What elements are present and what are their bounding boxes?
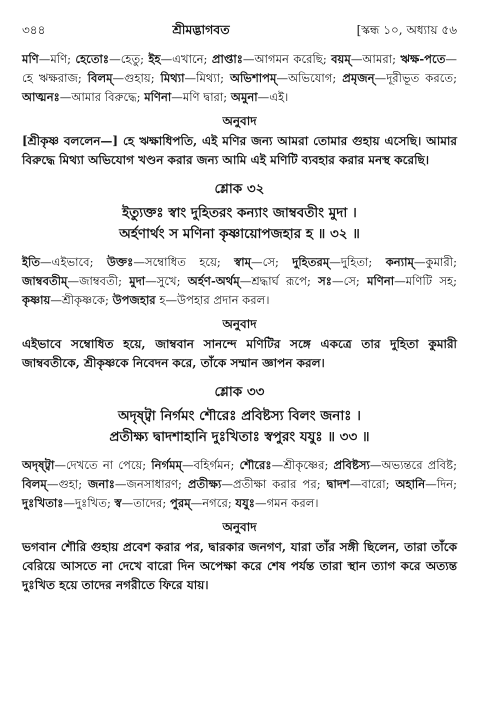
synonym-word: প্রতীক্ষ্য	[187, 477, 222, 491]
synonym-meaning: —দূরীভূত করতে;	[374, 71, 458, 85]
synonym-word: যযুঃ	[235, 496, 255, 510]
translation-32: এইভাবে সম্বোধিত হয়ে, জাম্ববান সানন্দে মণিটির সঙ্গে একত্রে তার দুহিতা কুমারী জাম্ববতীকে, শ্রীকৃষ্ণকে নিবেদন করে, তাঁকে সম্মান জ্ঞাপন করল।	[22, 337, 457, 370]
synonym-word: অভিশাপম্	[229, 71, 277, 85]
synonym-word: সঃ	[318, 274, 332, 288]
synonym-word: জাম্ববতীম্	[22, 274, 68, 288]
synonym-word: মিথ্যা	[160, 71, 185, 85]
translation-top-text: হে ঋক্ষাধিপতি, এই মণির জন্য আমরা তোমার গুহায় এসেছি। আমার বিরুদ্ধে মিথ্যা অভিযোগ খণ্ডন করার জন্য আমি এই মণিটি ব্যবহার করার মনস্থ করেছি।	[22, 134, 457, 167]
synonym-meaning: —মিথ্যা;	[184, 71, 230, 85]
translation-heading-top: অনুবাদ	[222, 114, 257, 128]
synonym-word: কৃষ্ণায়	[22, 293, 51, 307]
synonym-meaning: —সম্বোধিত হয়ে;	[133, 255, 235, 269]
synonym-word: স্ব	[114, 496, 122, 510]
synonym-word: বয়ম্	[331, 52, 351, 66]
synonym-word: দ্বাদশ	[326, 477, 350, 491]
synonym-meaning: —মণিটি সহ;	[394, 274, 457, 288]
synonym-meaning: —সে;	[251, 255, 293, 269]
synonyms-top	[22, 50, 457, 107]
verse-33-line-1: অদৃষ্ট্বা নির্গমং শৌরেঃ প্রবিষ্টস্য বিলং জনাঃ ।	[117, 408, 362, 424]
synonym-meaning: —তাদের;	[121, 496, 170, 510]
synonym-word: দুঃখিতাঃ	[22, 496, 64, 510]
synonym-word: অর্হণ-অর্থম্	[187, 274, 240, 288]
synonym-word: ইহ	[148, 52, 161, 66]
synonym-word: আত্মনঃ	[22, 90, 60, 104]
speaker-bracket: [শ্রীকৃষ্ণ বললেন—]	[22, 134, 119, 148]
synonym-word: মণিনা	[144, 90, 172, 104]
synonyms-33	[22, 456, 457, 513]
synonym-meaning: —অভ্যন্তরে প্রবিষ্ট;	[369, 458, 457, 472]
synonym-word: প্রমৃজন্	[342, 71, 375, 85]
synonym-meaning: —প্রতীক্ষা করার পর;	[221, 477, 327, 491]
synonym-word: উপজহার	[112, 293, 156, 307]
synonym-meaning: —দিন;	[425, 477, 457, 491]
synonym-word: জনাঃ	[88, 477, 115, 491]
synonym-word: নির্গমম্	[151, 458, 183, 472]
synonym-meaning: —অভিযোগ;	[276, 71, 343, 85]
synonym-meaning: —এখানে;	[160, 52, 212, 66]
synonym-word: হেতোঃ	[75, 52, 110, 66]
verse-32-line-1: ইত্যুক্তঃ স্বাং দুহিতরং কন্যাং জাম্ববতীং মুদা ।	[122, 205, 357, 221]
synonym-meaning: —বহির্গমন;	[182, 458, 240, 472]
synonym-word: অমুনা	[230, 90, 258, 104]
synonym-word: বিলম্	[22, 477, 47, 491]
synonym-meaning: —বারো;	[349, 477, 396, 491]
synonym-meaning: —দুঃখিত;	[63, 496, 115, 510]
chapter-reference: [স্কন্ধ ১০, অধ্যায় ৫৬	[356, 23, 457, 37]
synonym-meaning: —হেতু;	[109, 52, 149, 66]
verse-32-title: শ্লোক ৩২	[214, 181, 265, 197]
synonym-meaning: —জাম্ববতী;	[67, 274, 130, 288]
synonym-word: ঋক্ষ-পতে	[400, 52, 446, 66]
synonym-word: পুরম্	[169, 496, 191, 510]
page-number: ৩৪৪	[22, 23, 46, 37]
translation-heading-32: অনুবাদ	[222, 317, 257, 331]
synonym-meaning: —হে ঋক্ষরাজ;	[22, 52, 458, 85]
synonym-meaning: —নগরে;	[190, 496, 236, 510]
synonym-meaning: —মণি দ্বারা;	[171, 90, 231, 104]
synonym-meaning: হ—উপহার প্রদান করল।	[155, 293, 270, 307]
synonym-meaning: —দুহিতা;	[329, 255, 386, 269]
synonym-meaning: —গুহা;	[46, 477, 89, 491]
synonym-word: মণিনা	[367, 274, 395, 288]
synonym-meaning: —গুহায়;	[112, 71, 161, 85]
book-title: শ্রীমদ্ভাগবত	[172, 22, 230, 37]
synonym-word: মণি	[22, 52, 39, 66]
synonym-meaning: —সে;	[331, 274, 368, 288]
synonym-word: কন্যাম্	[385, 255, 414, 269]
synonym-word: উক্তঃ	[106, 255, 134, 269]
synonym-word: শৌরেঃ	[239, 458, 272, 472]
synonym-meaning: —এইভাবে;	[40, 255, 107, 269]
synonyms-32	[22, 253, 457, 310]
synonym-meaning: —শ্রীকৃষ্ণকে;	[50, 293, 113, 307]
synonym-word: অহানি	[395, 477, 426, 491]
synonym-word: প্রবিষ্টস্য	[333, 458, 370, 472]
synonym-meaning: —সুখে;	[145, 274, 188, 288]
synonym-meaning: —গমন করল।	[254, 496, 319, 510]
synonym-meaning: —আমরা;	[350, 52, 401, 66]
synonym-meaning: —কুমারী;	[413, 255, 457, 269]
synonym-word: মুদা	[129, 274, 146, 288]
page-header	[22, 22, 457, 42]
synonym-word: দুহিতরম্	[292, 255, 330, 269]
synonym-word: বিলম্	[87, 71, 113, 85]
synonym-word: স্বাম্	[234, 255, 252, 269]
synonym-meaning: —মণি;	[38, 52, 76, 66]
translation-33: ভগবান শৌরি গুহায় প্রবেশ করার পর, দ্বারকার জনগণ, যারা তাঁর সঙ্গী ছিলেন, তারা তাঁকে বেরিয়ে আসতে না দেখে বারো দিন অপেক্ষা করে শেষ পর্যন্ত তারা স্থান ত্যাগ করে অত্যন্ত দুঃখিত হয়ে তাদের নগরীতে ফিরে যায়।	[22, 540, 457, 592]
synonym-meaning: —দেখতে না পেয়ে;	[54, 458, 152, 472]
synonym-word: প্রাপ্তাঃ	[211, 52, 243, 66]
synonym-meaning: —এই।	[257, 90, 289, 104]
synonym-meaning: —শ্রীকৃষ্ণের;	[271, 458, 334, 472]
synonym-meaning: —আগমন করেছি;	[242, 52, 332, 66]
synonym-meaning: —শ্রদ্ধার্ঘ রূপে;	[239, 274, 319, 288]
synonym-word: ইতি	[22, 255, 41, 269]
synonym-word: অদৃষ্ট্বা	[22, 458, 55, 472]
verse-33-title: শ্লোক ৩৩	[214, 384, 265, 400]
synonym-meaning: —আমার বিরুদ্ধে;	[59, 90, 145, 104]
translation-top	[22, 132, 457, 170]
verse-32-line-2: অর্হণার্থং স মণিনা কৃষ্ণায়োপজহার হ ॥ ৩২ ॥	[119, 226, 360, 242]
translation-heading-33: অনুবাদ	[222, 520, 257, 534]
verse-33-line-2: প্রতীক্ষ্য দ্বাদশাহানি দুঃখিতাঃ স্বপুরং যযুঃ ॥ ৩৩ ॥	[109, 429, 370, 445]
synonym-meaning: —জনসাধারণ;	[114, 477, 188, 491]
